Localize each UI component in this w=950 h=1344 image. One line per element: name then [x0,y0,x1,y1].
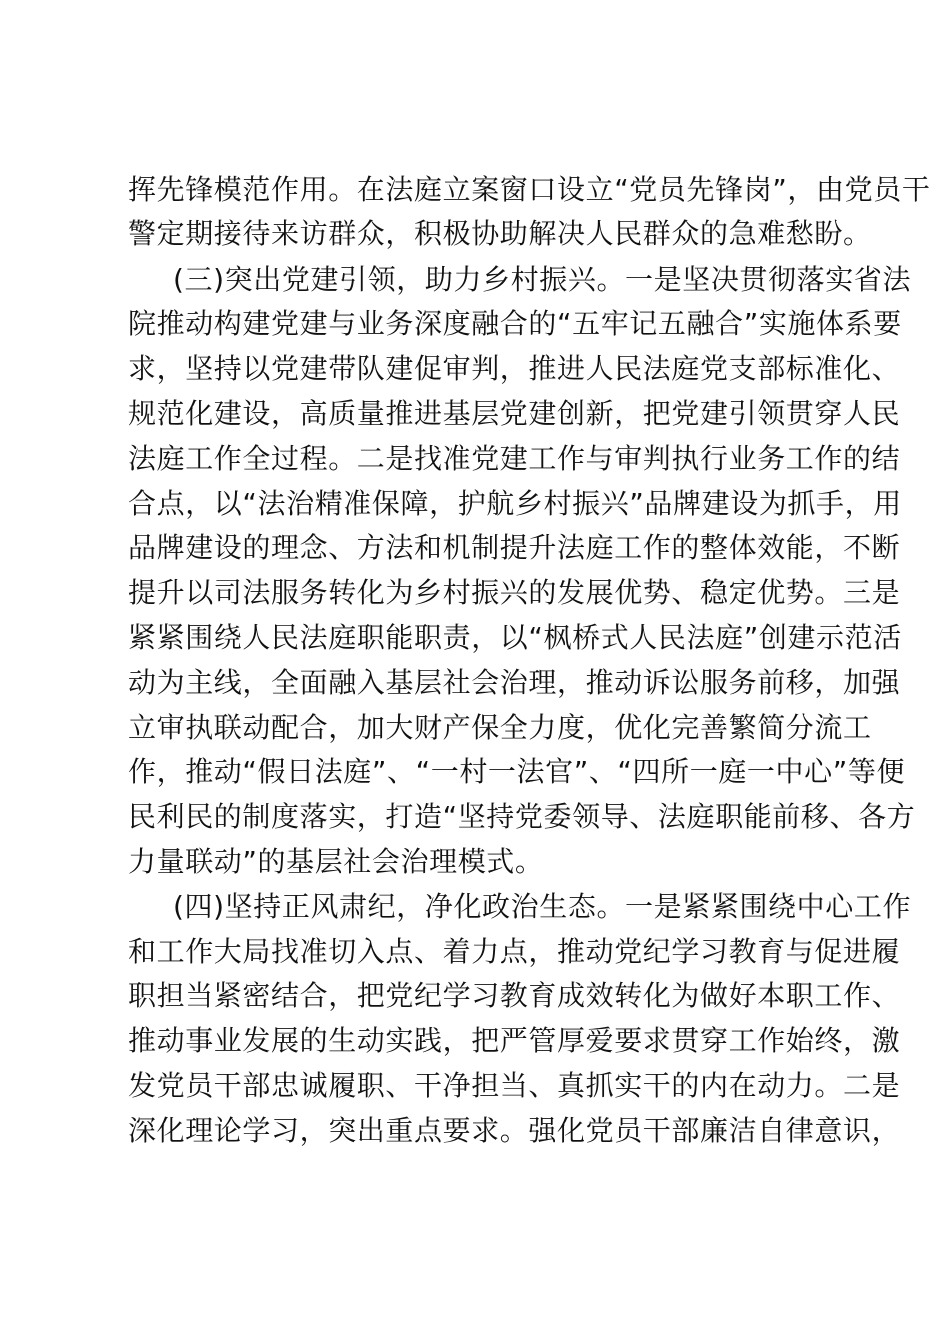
section-heading-line: (三)突出党建引领，助力乡村振兴。一是坚决贯彻落实省法 [173,263,912,296]
body-line: 作，推动“假日法庭”、“一村一法官”、“四所一庭一中心”等便 [128,755,906,788]
body-line: 警定期接待来访群众，积极协助解决人民群众的急难愁盼。 [128,217,872,250]
body-line: 求，坚持以党建带队建促审判，推进人民法庭党支部标准化、 [128,352,901,385]
body-line: 挥先锋模范作用。在法庭立案窗口设立“党员先锋岗”，由党员干 [128,173,931,206]
body-line: 提升以司法服务转化为乡村振兴的发展优势、稳定优势。三是 [128,576,901,609]
body-line: 立审执联动配合，加大财产保全力度，优化完善繁简分流工 [128,711,872,744]
body-line: 和工作大局找准切入点、着力点，推动党纪学习教育与促进履 [128,935,901,968]
body-line: 民利民的制度落实，打造“坚持党委领导、法庭职能前移、各方 [128,800,916,833]
body-line: 法庭工作全过程。二是找准党建工作与审判执行业务工作的结 [128,442,901,475]
body-line: 合点，以“法治精准保障，护航乡村振兴”品牌建设为抓手，用 [128,487,902,520]
body-line: 院推动构建党建与业务深度融合的“五牢记五融合”实施体系要 [128,307,902,340]
body-line: 发党员干部忠诚履职、干净担当、真抓实干的内在动力。二是 [128,1069,901,1102]
body-line: 动为主线，全面融入基层社会治理，推动诉讼服务前移，加强 [128,666,901,699]
body-line: 紧紧围绕人民法庭职能职责，以“枫桥式人民法庭”创建示范活 [128,621,902,654]
body-line: 规范化建设，高质量推进基层党建创新，把党建引领贯穿人民 [128,397,901,430]
body-line: 深化理论学习，突出重点要求。强化党员干部廉洁自律意识， [128,1114,901,1147]
section-heading-line: (四)坚持正风肃纪，净化政治生态。一是紧紧围绕中心工作 [173,890,912,923]
body-line: 推动事业发展的生动实践，把严管厚爱要求贯穿工作始终，激 [128,1024,901,1057]
body-line: 品牌建设的理念、方法和机制提升法庭工作的整体效能，不断 [128,531,901,564]
body-line: 力量联动”的基层社会治理模式。 [128,845,544,878]
body-line: 职担当紧密结合，把党纪学习教育成效转化为做好本职工作、 [128,979,901,1012]
